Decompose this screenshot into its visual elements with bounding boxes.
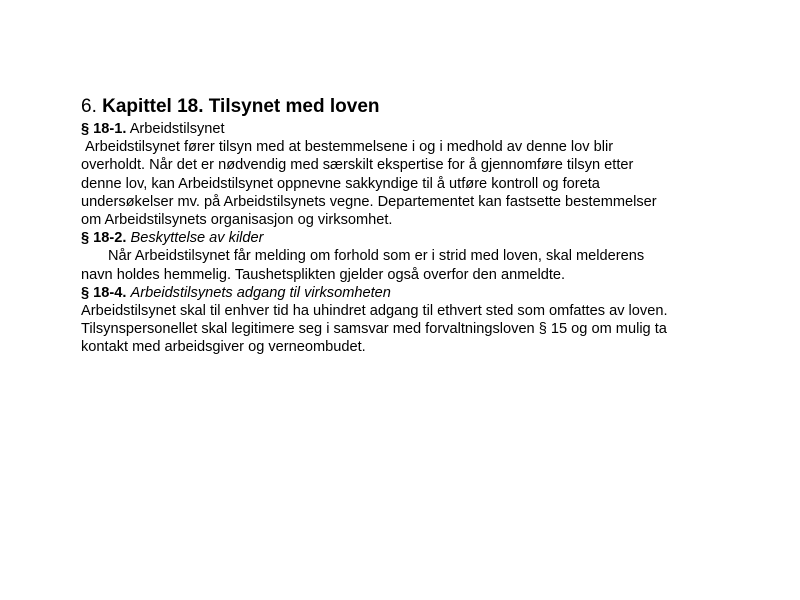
section-text-line: denne lov, kan Arbeidstilsynet oppnevne sakkyndige til å utføre kontroll og foreta <box>81 175 600 192</box>
section-text-line: om Arbeidstilsynets organisasjon og virksomhet. <box>81 212 393 229</box>
section-text-line: overholdt. Når det er nødvendig med særskilt ekspertise for å gjennomføre tilsyn etter <box>81 157 634 174</box>
section-header <box>81 229 721 247</box>
chapter-title: Kapittel 18. Tilsynet med loven <box>102 96 380 117</box>
section-text-line: Arbeidstilsynet fører tilsyn med at bestemmelsene i og i medhold av denne lov blir <box>85 139 614 156</box>
section-number: § 18-1. <box>81 121 127 137</box>
section-title: Beskyttelse av kilder <box>130 230 264 247</box>
section-text-line: navn holdes hemmelig. Taushetsplikten gjelder også overfor den anmeldte. <box>81 266 566 283</box>
section-header <box>81 120 721 138</box>
document-body <box>81 94 721 357</box>
section-text-line: Når Arbeidstilsynet får melding om forhold som er i strid med loven, skal melderens <box>108 248 645 265</box>
section-title: Arbeidstilsynet <box>129 121 225 137</box>
section-text-line: Arbeidstilsynet skal til enhver tid ha uhindret adgang til ethvert sted som omfattes av loven. <box>81 303 668 320</box>
section-text-line: undersøkelser mv. på Arbeidstilsynets vegne. Departementet kan fastsette bestemmelser <box>81 193 657 210</box>
section-title: Arbeidstilsynets adgang til virksomheten <box>130 284 391 301</box>
section-text-line: Tilsynspersonellet skal legitimere seg i samsvar med forvaltningsloven § 15 og om mulig ta <box>81 321 667 338</box>
section-number: § 18-2. <box>81 230 127 247</box>
section-text-line: kontakt med arbeidsgiver og verneombudet. <box>81 339 366 356</box>
section-number: § 18-4. <box>81 284 127 301</box>
chapter-heading <box>81 94 721 120</box>
chapter-number: 6. <box>81 96 97 117</box>
section-header <box>81 284 721 302</box>
